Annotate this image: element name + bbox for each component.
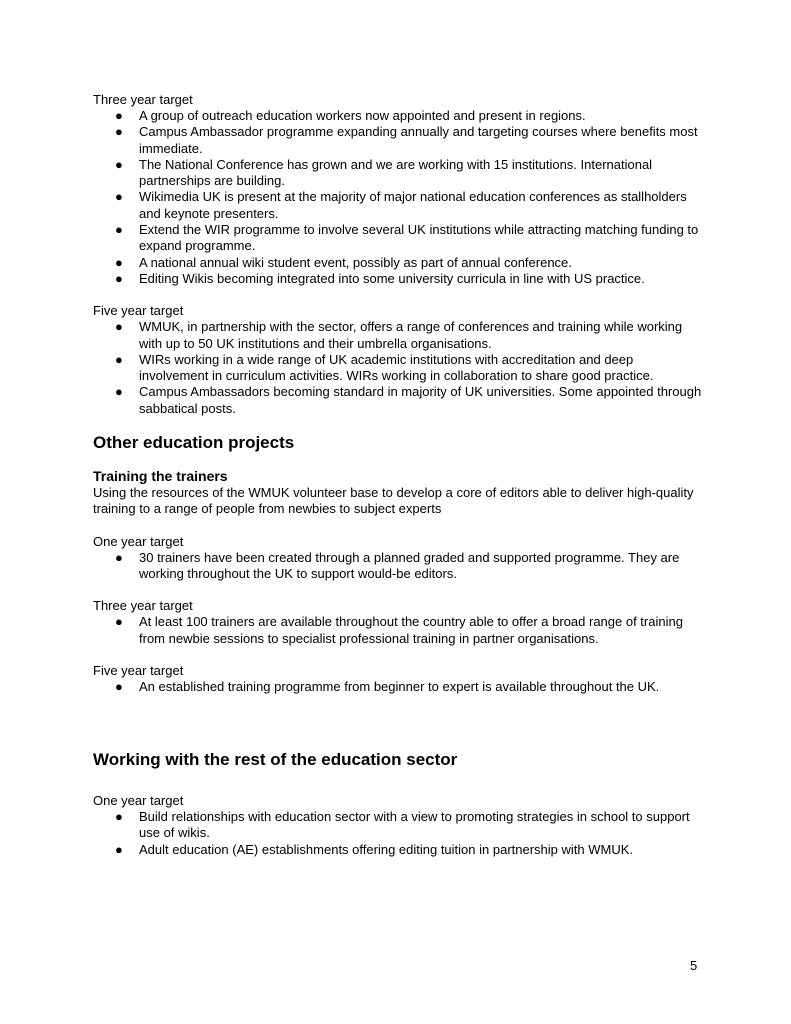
bullet-text: Adult education (AE) establishments offering editing tuition in partnership with WMUK. [139, 841, 634, 857]
bullet-text: The National Conference has grown and we are working with 15 institutions. International partnerships are building. [139, 156, 653, 189]
bullet-text: Build relationships with education sector with a view to promoting strategies in school to support use of wikis. [139, 809, 690, 841]
bullet-item [93, 614, 703, 647]
bullet-icon: ● [115, 841, 123, 857]
bullet-text: 30 trainers have been created through a planned graded and supported programme. They are working throughout the UK to support would-be editors. [139, 549, 680, 581]
bullet-text: Wikimedia UK is present at the majority of major national education conferences as stallholders and keynote presenters. [139, 189, 687, 221]
bullet-item [93, 352, 703, 385]
bullet-text: Extend the WIR programme to involve several UK institutions while attracting matching funding to expand programme. [139, 222, 699, 254]
bullet-text: At least 100 trainers are available throughout the country able to offer a broad range of training from newbie sessions to specialist professional training in partner organisations. [139, 614, 683, 646]
bullet-item [93, 255, 703, 271]
bullet-text: WMUK, in partnership with the sector, offers a range of conferences and training while working with up to 50 UK institutions and their umbrella organisations. [139, 319, 683, 351]
training-one-year-list [93, 550, 703, 583]
five-year-target-list [93, 319, 703, 417]
bullet-item [93, 384, 703, 417]
bullet-item [93, 842, 703, 858]
bullet-item [93, 222, 703, 255]
bullet-text: A national annual wiki student event, possibly as part of annual conference. [139, 254, 572, 270]
bullet-item [93, 679, 703, 695]
bullet-item [93, 319, 703, 352]
sector-one-year-label: One year target [93, 793, 184, 809]
training-three-year-list [93, 614, 703, 647]
training-one-year-label: One year target [93, 533, 184, 549]
page-number: 5 [690, 958, 698, 973]
bullet-icon: ● [115, 614, 123, 630]
bullet-icon: ● [115, 351, 123, 367]
bullet-text: A group of outreach education workers now appointed and present in regions. [139, 108, 586, 123]
bullet-item [93, 189, 703, 222]
bullet-icon: ● [115, 254, 123, 270]
training-three-year-label: Three year target [93, 598, 193, 614]
bullet-icon: ● [115, 678, 123, 694]
training-five-year-list [93, 679, 703, 695]
bullet-text: WIRs working in a wide range of UK academic institutions with accreditation and deep involvement in curriculum activities. WIRs working in collaboration to share good practice. [139, 351, 654, 384]
bullet-icon: ● [115, 270, 123, 286]
working-with-education-sector-heading: Working with the rest of the education sector [93, 750, 458, 770]
bullet-item [93, 550, 703, 583]
three-year-target-list [93, 108, 703, 287]
bullet-icon: ● [115, 124, 123, 140]
five-year-target-label: Five year target [93, 303, 184, 319]
training-five-year-label: Five year target [93, 662, 184, 678]
bullet-text: Editing Wikis becoming integrated into some university curricula in line with US practice. [139, 270, 645, 286]
bullet-icon: ● [115, 384, 123, 400]
bullet-item [93, 108, 703, 124]
bullet-text: Campus Ambassador programme expanding annually and targeting courses where benefits most immediate. [139, 124, 698, 156]
page-content [93, 92, 703, 858]
bullet-icon: ● [115, 108, 123, 123]
bullet-icon: ● [115, 319, 123, 335]
other-education-projects-heading: Other education projects [93, 433, 295, 453]
bullet-icon: ● [115, 222, 123, 238]
bullet-text: Campus Ambassadors becoming standard in majority of UK universities. Some appointed through sabbatical posts. [139, 384, 702, 416]
bullet-item [93, 157, 703, 190]
training-the-trainers-heading: Training the trainers [93, 468, 228, 485]
bullet-icon: ● [115, 189, 123, 205]
bullet-item [93, 809, 703, 842]
bullet-item [93, 271, 703, 287]
training-intro-text: Using the resources of the WMUK volunteer base to develop a core of editors able to deliver high-quality training to a range of people from newbies to subject experts [93, 485, 694, 517]
bullet-item [93, 124, 703, 157]
bullet-icon: ● [115, 156, 123, 172]
sector-one-year-list [93, 809, 703, 858]
bullet-text: An established training programme from beginner to expert is available throughout the UK. [139, 678, 660, 694]
three-year-target-label: Three year target [93, 92, 193, 107]
bullet-icon: ● [115, 809, 123, 825]
bullet-icon: ● [115, 549, 123, 565]
